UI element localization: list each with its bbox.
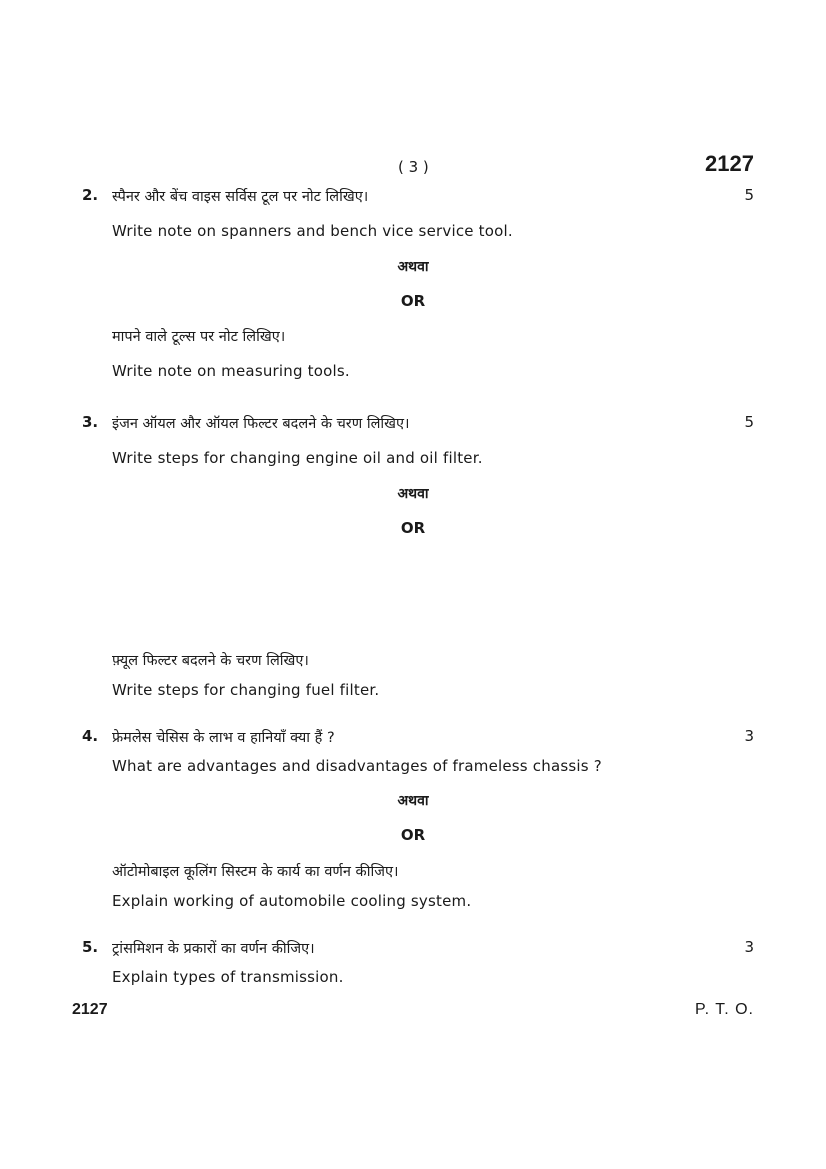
alternate-question-hindi: ऑटोमोबाइल कूलिंग सिस्टम के कार्य का वर्णन कीजिए। xyxy=(112,864,399,880)
or-english-label: OR xyxy=(400,826,426,844)
paper-code-footer: 2127 xyxy=(72,1001,108,1018)
question-english: Write steps for changing engine oil and oil filter. xyxy=(112,449,483,467)
or-english-label: OR xyxy=(400,519,426,537)
question-number: 3. xyxy=(82,413,99,431)
or-hindi-label: अथवा xyxy=(397,259,429,275)
question-number: 4. xyxy=(82,727,99,745)
question-marks: 5 xyxy=(744,413,754,431)
or-hindi-label: अथवा xyxy=(397,793,429,809)
or-hindi-label: अथवा xyxy=(397,486,429,502)
question-hindi: ट्रांसमिशन के प्रकारों का वर्णन कीजिए। xyxy=(112,941,315,957)
question-english: What are advantages and disadvantages of frameless chassis ? xyxy=(112,757,602,775)
question-english: Explain types of transmission. xyxy=(112,968,344,986)
question-number: 2. xyxy=(82,186,99,204)
alternate-question-english: Write steps for changing fuel filter. xyxy=(112,681,380,699)
paper-code-header: 2127 xyxy=(705,151,754,176)
page-number: ( 3 ) xyxy=(398,158,429,176)
question-hindi: फ्रेमलेस चेसिस के लाभ व हानियाँ क्या हैं ? xyxy=(112,730,335,746)
question-hindi: इंजन ऑयल और ऑयल फिल्टर बदलने के चरण लिखिए। xyxy=(112,416,410,432)
question-marks: 3 xyxy=(744,727,754,745)
alternate-question-hindi: मापने वाले टूल्स पर नोट लिखिए। xyxy=(112,329,286,345)
question-number: 5. xyxy=(82,938,99,956)
alternate-question-english: Explain working of automobile cooling system. xyxy=(112,892,472,910)
question-marks: 5 xyxy=(744,186,754,204)
question-hindi: स्पैनर और बेंच वाइस सर्विस टूल पर नोट लिखिए। xyxy=(112,189,369,205)
alternate-question-english: Write note on measuring tools. xyxy=(112,362,350,380)
alternate-question-hindi: फ़्यूल फिल्टर बदलने के चरण लिखिए। xyxy=(112,653,309,669)
question-english: Write note on spanners and bench vice service tool. xyxy=(112,222,513,240)
please-turn-over-label: P. T. O. xyxy=(695,1001,754,1018)
question-marks: 3 xyxy=(744,938,754,956)
or-english-label: OR xyxy=(400,292,426,310)
